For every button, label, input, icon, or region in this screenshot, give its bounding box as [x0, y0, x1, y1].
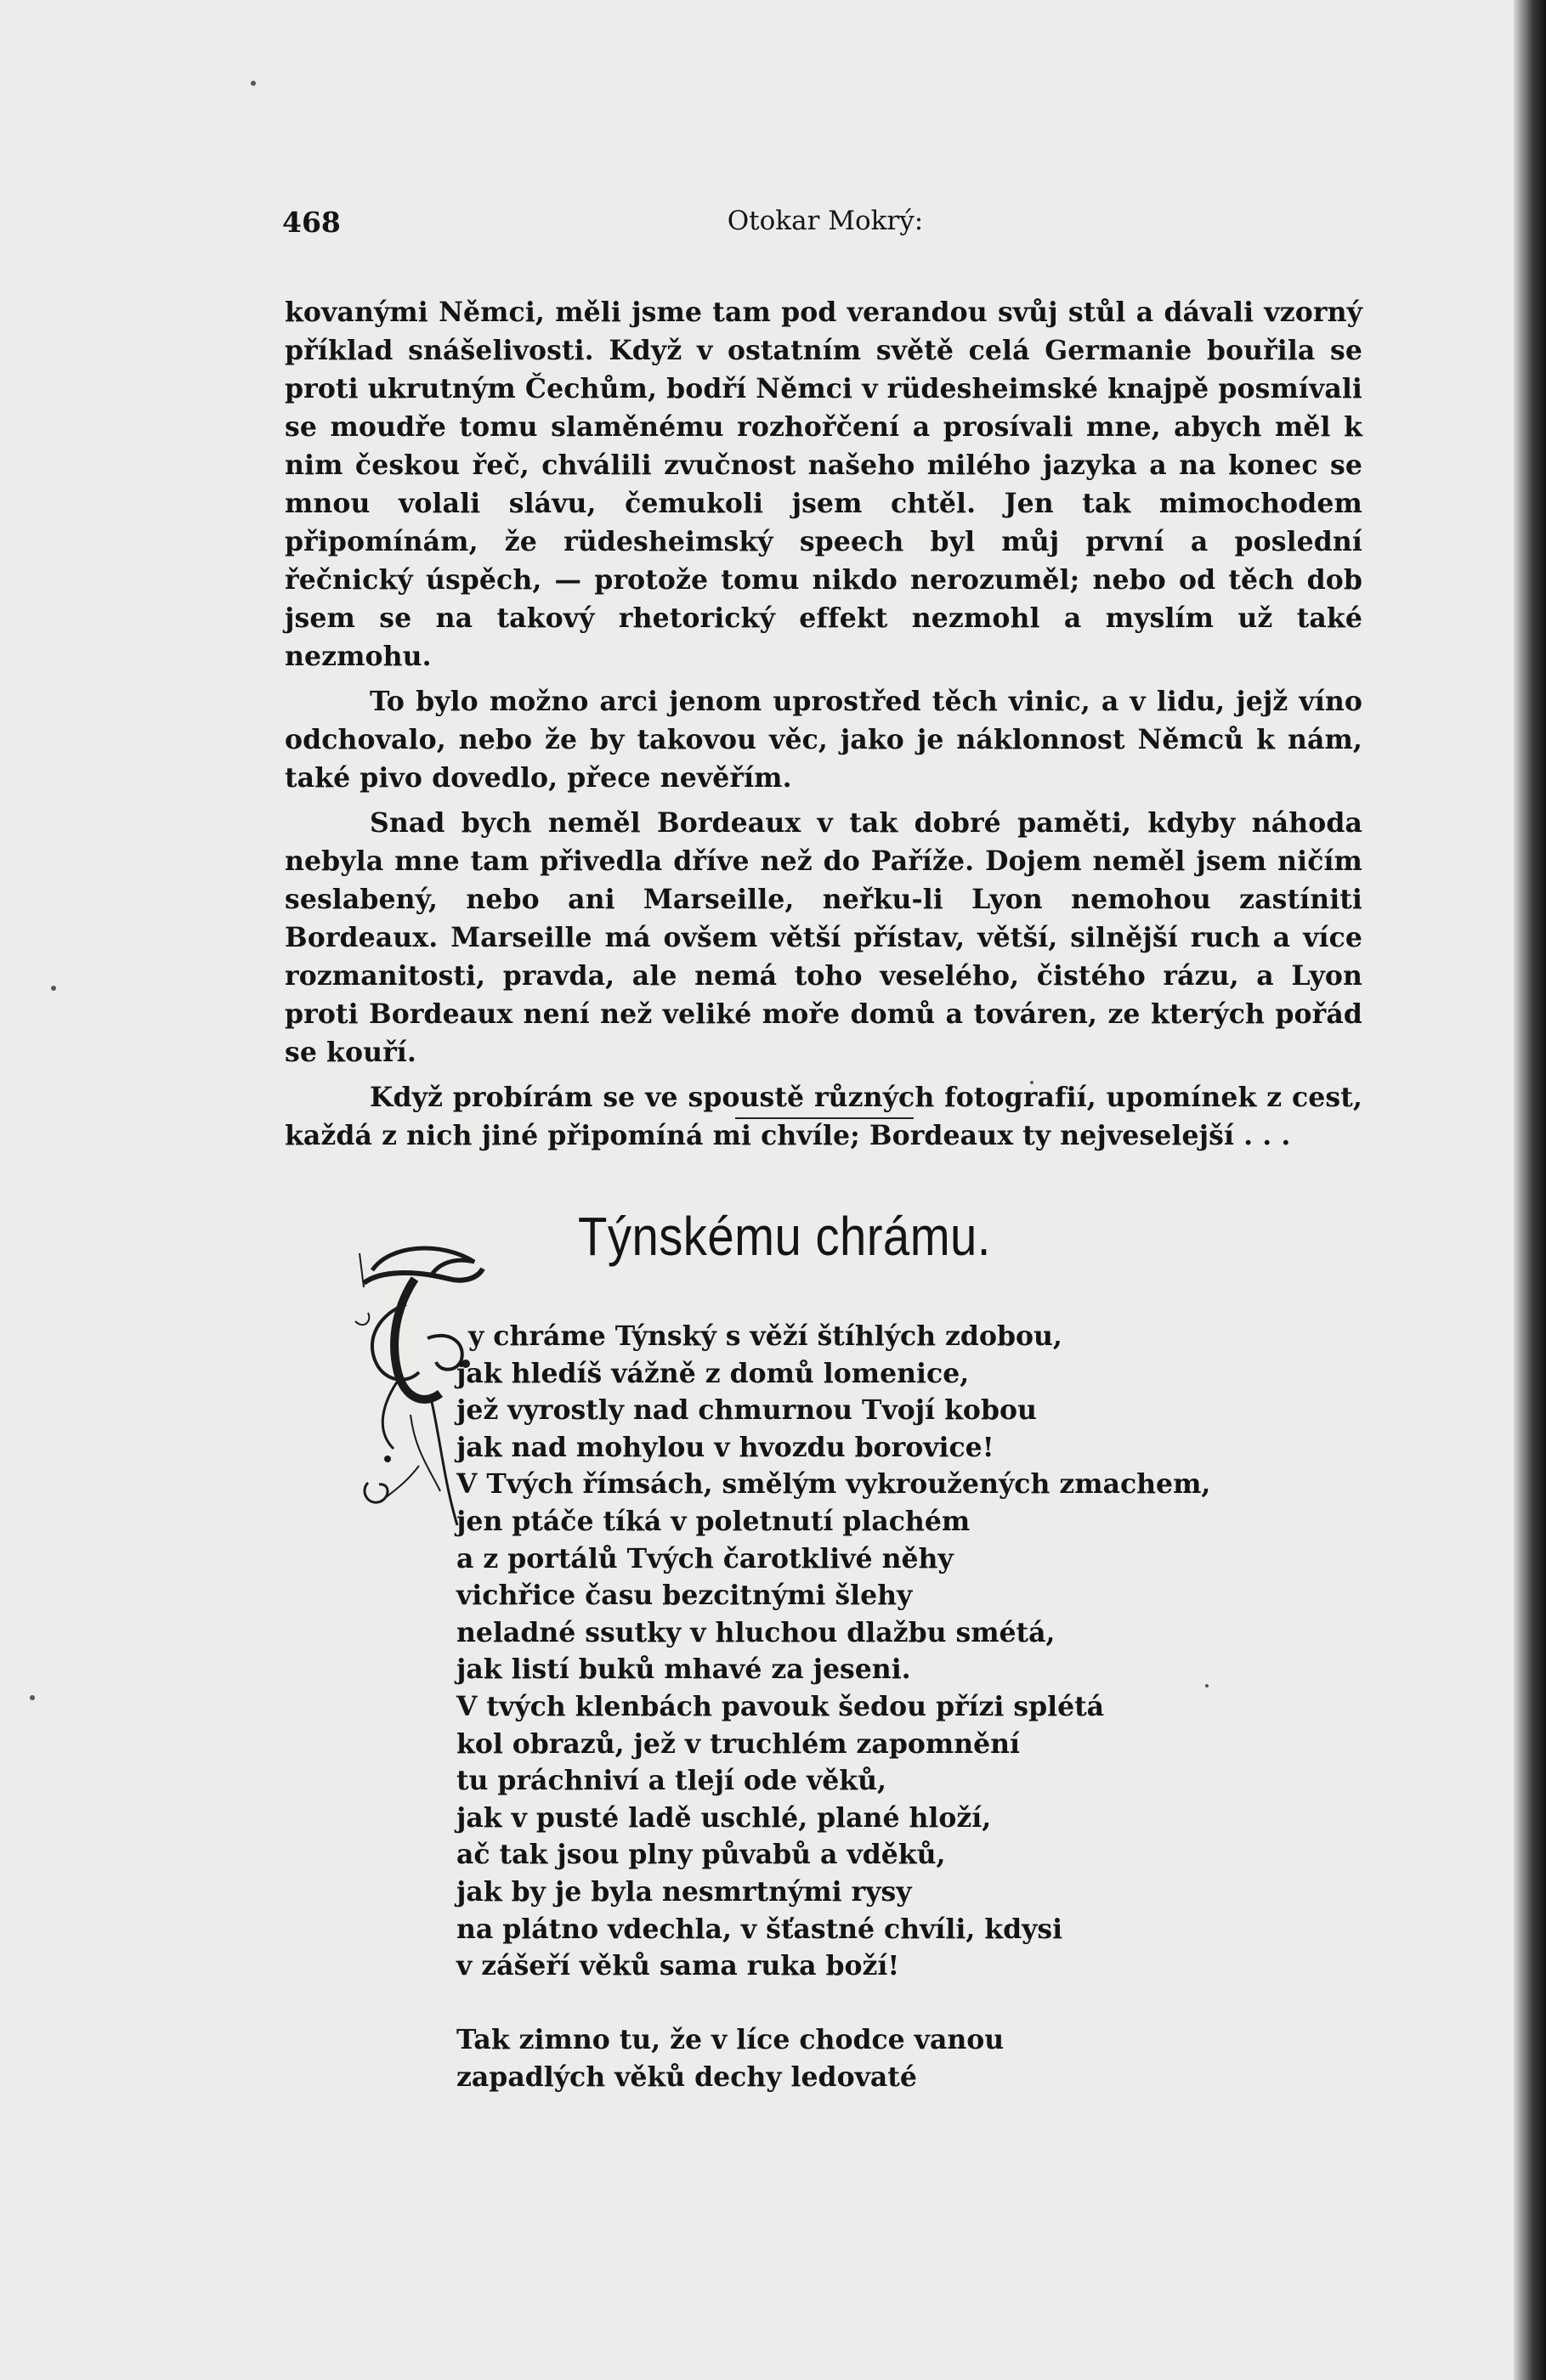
poem-line: jež vyrostly nad chmurnou Tvojí kobou: [456, 1394, 1037, 1427]
stanza-break: [456, 1985, 1374, 2022]
poem-line: jen ptáče tíká v poletnutí plachém: [456, 1505, 971, 1537]
poem-line: vichřice času bezcitnými šlehy: [456, 1580, 913, 1612]
paper-speck: [51, 986, 56, 991]
poem-line: jak nad mohylou v hvozdu borovice!: [456, 1431, 994, 1463]
poem-line: tu práchniví a tlejí ode věků,: [456, 1765, 886, 1797]
poem-line: kol obrazů, jež v truchlém zapomnění: [456, 1727, 1021, 1760]
prose-body: [285, 293, 1362, 1162]
poem-line: jak by je byla nesmrtnými rysy: [456, 1875, 912, 1908]
paper-speck: [30, 1695, 35, 1700]
poem-line: V tvých klenbách pavouk šedou přízi splétá: [456, 1690, 1105, 1722]
poem-line: jak v pusté ladě uschlé, plané hloží,: [456, 1801, 992, 1834]
section-divider: [735, 1117, 914, 1119]
running-head: Otokar Mokrý:: [727, 206, 924, 236]
poem-line: neladné ssutky v hluchou dlažbu smétá,: [456, 1616, 1056, 1648]
poem-line: Tak zimno tu, že v líce chodce vanou: [456, 2024, 1005, 2056]
poem-body: [456, 1318, 1374, 2095]
poem-line: jak listí buků mhavé za jeseni.: [456, 1654, 911, 1686]
paragraph: Když probírám se ve spoustě různých fotografií, upomínek z cest, každá z nich jiné připomíná mi chvíle; Bordeaux ty nejveselejší . . .: [285, 1082, 1362, 1151]
poem-line: y chráme Týnský s věží štíhlých zdobou,: [468, 1320, 1062, 1352]
page-header: [282, 206, 1368, 248]
poem-line: ač tak jsou plny půvabů a vděků,: [456, 1839, 946, 1871]
poem-line: jak hledíš vážně z domů lomenice,: [456, 1357, 970, 1389]
poem-line: zapadlých věků dechy ledovaté: [456, 2061, 917, 2093]
poem-title: Týnskému chrámu.: [578, 1206, 991, 1267]
poem-line: V Tvých římsách, smělým vykroužených zmachem,: [456, 1468, 1211, 1501]
page-number: 468: [282, 206, 341, 239]
poem-line: a z portálů Tvých čarotklivé něhy: [456, 1542, 954, 1574]
paragraph: Snad bych neměl Bordeaux v tak dobré paměti, kdyby náhoda nebyla mne tam přivedla dříve než do Paříže. Dojem neměl jsem ničím seslabený, nebo ani Marseille, neřku-li Lyon nemohou zastíniti Bordeaux. Marseille má ovšem větší přístav, větší, silnější ruch a více rozmanitosti, pravda, ale nemá toho veselého, čistého rázu, a Lyon proti Bordeaux není než veliké moře domů a továren, ze kterých pořád se kouří.: [285, 807, 1362, 1068]
paragraph: kovanými Němci, měli jsme tam pod verandou svůj stůl a dávali vzorný příklad snášelivosti. Když v ostatním světě celá Germanie bouřila se proti ukrutným Čechům, bodří Němci v rüdesheimské knajpě posmívali se moudře tomu slaměnému rozhořčení a prosívali mne, abych měl k nim českou řeč, chválili zvučnost našeho milého jazyka a na konec se mnou volali slávu, čemukoli jsem chtěl. Jen tak mimochodem připomínám, že rüdesheimský speech byl můj první a poslední řečnický úspěch, — protože tomu nikdo nerozuměl; nebo od těch dob jsem se na takový rhetorický effekt nezmohl a myslím už také nezmohu.: [285, 297, 1362, 672]
paragraph: To bylo možno arci jenom uprostřed těch vinic, a v lidu, jejž víno odchovalo, nebo že by takovou věc, jako je náklonnost Němců k nám, také pivo dovedlo, přece nevěřím.: [285, 686, 1362, 794]
poem-line: v zášeří věků sama ruka boží!: [456, 1950, 900, 1982]
paper-speck: [251, 81, 256, 86]
poem-line: na plátno vdechla, v šťastné chvíli, kdysi: [456, 1913, 1063, 1945]
